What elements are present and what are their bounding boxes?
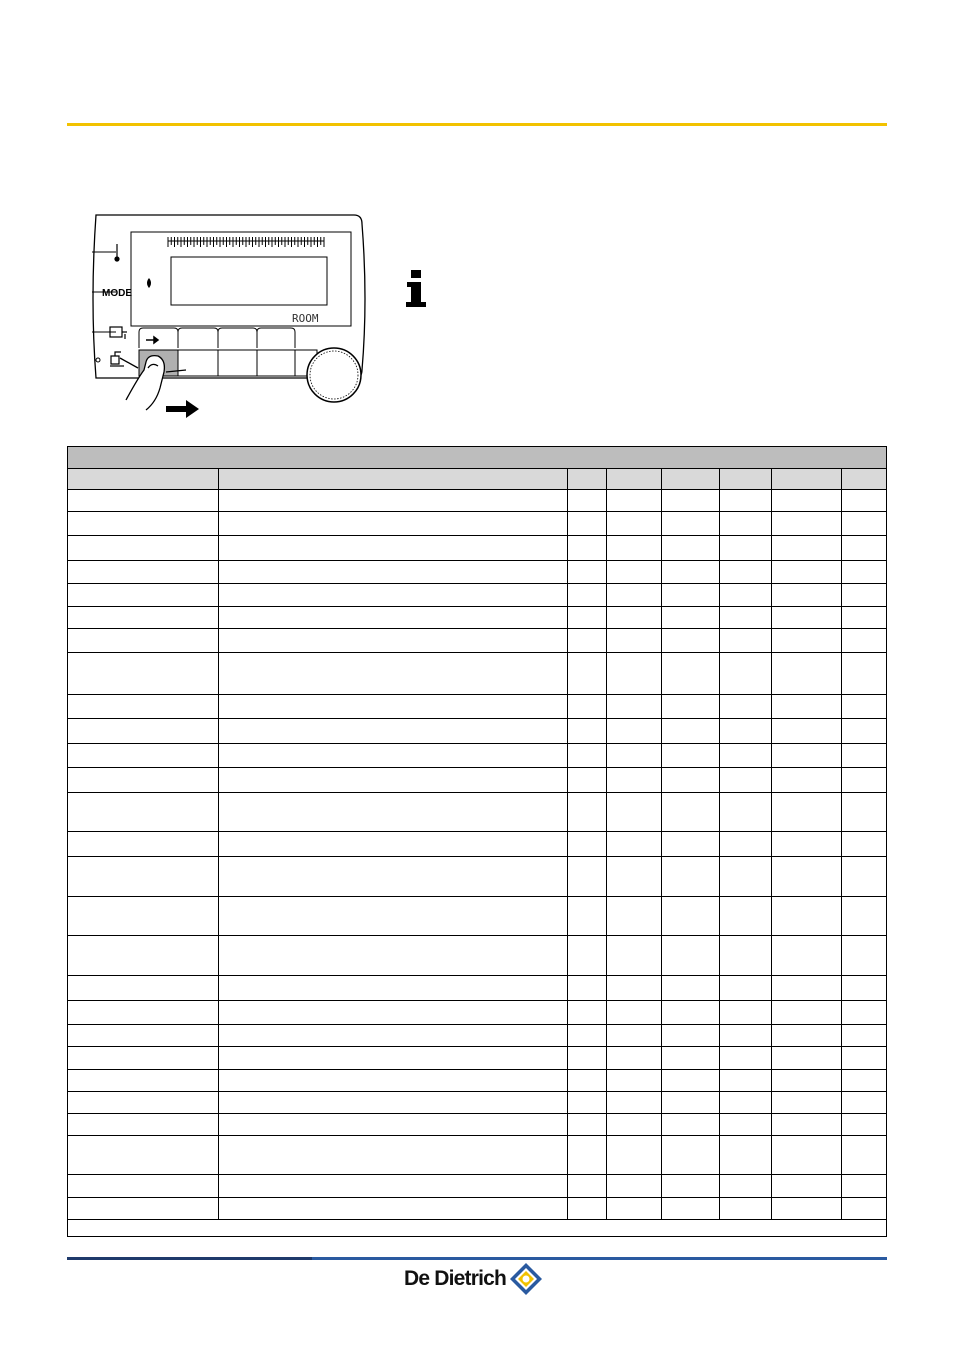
table-cell: [772, 629, 842, 653]
table-cell: [842, 1092, 887, 1114]
table-row: [68, 1114, 887, 1136]
table-cell: [662, 719, 720, 744]
table-cell: [772, 744, 842, 768]
table-cell: [720, 490, 772, 512]
table-cell: [607, 1175, 662, 1198]
table-cell: [772, 584, 842, 607]
table-cell: [219, 744, 568, 768]
table-cell: [607, 857, 662, 897]
table-cell: [568, 561, 607, 584]
table-cell: [68, 976, 219, 1001]
table-cell: [772, 653, 842, 695]
table-row: [68, 976, 887, 1001]
table-cell: [772, 561, 842, 584]
table-cell: [568, 1175, 607, 1198]
table-cell: [772, 1092, 842, 1114]
table-cell: [842, 653, 887, 695]
table-cell: [68, 653, 219, 695]
table-cell: [720, 1025, 772, 1047]
table-cell: [68, 512, 219, 536]
table-cell: [568, 897, 607, 936]
header-cell: [68, 469, 219, 490]
table-cell: [568, 793, 607, 832]
footer-rule-dark: [67, 1257, 312, 1260]
table-cell: [219, 1070, 568, 1092]
table-cell: [720, 744, 772, 768]
table-cell: [607, 1047, 662, 1070]
table-cell: [68, 1136, 219, 1175]
table-cell: [607, 1070, 662, 1092]
table-row: [68, 1198, 887, 1220]
table-cell: [568, 629, 607, 653]
table-cell: [68, 536, 219, 561]
table-row: [68, 719, 887, 744]
table-cell: [772, 897, 842, 936]
table-cell: [720, 719, 772, 744]
table-cell: [219, 1001, 568, 1025]
table-cell: [219, 1047, 568, 1070]
table-cell: [607, 1198, 662, 1220]
table-cell: [662, 1136, 720, 1175]
table-row: [68, 793, 887, 832]
table-cell: [772, 793, 842, 832]
table-row: [68, 1001, 887, 1025]
table-cell: [662, 561, 720, 584]
table-cell: [842, 719, 887, 744]
table-note-row: [68, 1220, 887, 1237]
table-cell: [842, 1070, 887, 1092]
table-cell: [772, 490, 842, 512]
table-cell: [772, 1047, 842, 1070]
table-cell: [68, 1070, 219, 1092]
table-title-cell: [68, 447, 887, 469]
table-cell: [568, 1001, 607, 1025]
table-cell: [662, 832, 720, 857]
table-cell: [568, 832, 607, 857]
table-cell: [219, 695, 568, 719]
table-row: [68, 536, 887, 561]
table-row: [68, 584, 887, 607]
table-cell: [662, 936, 720, 976]
table-row: [68, 512, 887, 536]
table-cell: [842, 1114, 887, 1136]
table-cell: [842, 976, 887, 1001]
table-cell: [68, 1175, 219, 1198]
table-cell: [720, 768, 772, 793]
table-cell: [842, 629, 887, 653]
table-cell: [607, 607, 662, 629]
table-cell: [662, 653, 720, 695]
table-cell: [772, 976, 842, 1001]
table-cell: [772, 512, 842, 536]
table-cell: [772, 536, 842, 561]
table-row: [68, 653, 887, 695]
table-cell: [68, 561, 219, 584]
table-cell: [662, 512, 720, 536]
table-row: [68, 857, 887, 897]
table-cell: [720, 1070, 772, 1092]
control-panel-illustration: [86, 210, 366, 420]
table-cell: [842, 695, 887, 719]
table-cell: [720, 793, 772, 832]
direction-arrow-icon: [166, 400, 199, 418]
table-cell: [607, 561, 662, 584]
table-cell: [568, 512, 607, 536]
table-cell: [662, 584, 720, 607]
table-cell: [607, 744, 662, 768]
table-cell: [720, 536, 772, 561]
table-cell: [720, 512, 772, 536]
table-cell: [607, 695, 662, 719]
soft-key-3: [218, 350, 257, 376]
table-cell: [568, 744, 607, 768]
table-cell: [662, 857, 720, 897]
table-cell: [842, 490, 887, 512]
table-row: [68, 607, 887, 629]
table-cell: [662, 768, 720, 793]
table-cell: [772, 1136, 842, 1175]
table-cell: [68, 1025, 219, 1047]
table-cell: [662, 1114, 720, 1136]
table-cell: [842, 536, 887, 561]
table-note-cell: [68, 1220, 887, 1237]
table-cell: [68, 584, 219, 607]
table-cell: [607, 1092, 662, 1114]
table-cell: [68, 1114, 219, 1136]
table-cell: [568, 584, 607, 607]
table-cell: [772, 1070, 842, 1092]
table-cell: [219, 1175, 568, 1198]
table-row: [68, 744, 887, 768]
table-cell: [842, 1175, 887, 1198]
footer-rule-blue: [312, 1257, 887, 1260]
mode-label: MODE: [102, 288, 132, 299]
header-cell: [219, 469, 568, 490]
table-cell: [720, 976, 772, 1001]
table-cell: [662, 1175, 720, 1198]
table-cell: [68, 936, 219, 976]
table-cell: [662, 744, 720, 768]
table-cell: [219, 1025, 568, 1047]
table-cell: [568, 695, 607, 719]
table-cell: [720, 584, 772, 607]
table-cell: [662, 1198, 720, 1220]
table-row: [68, 1070, 887, 1092]
table-cell: [842, 857, 887, 897]
table-cell: [568, 936, 607, 976]
control-panel-drawing: [86, 210, 366, 420]
table-row: [68, 1136, 887, 1175]
table-cell: [68, 719, 219, 744]
room-label: ROOM: [292, 312, 319, 325]
table-cell: [720, 653, 772, 695]
table-cell: [68, 1001, 219, 1025]
table-cell: [68, 695, 219, 719]
header-cell: [772, 469, 842, 490]
table-cell: [568, 719, 607, 744]
table-cell: [842, 1001, 887, 1025]
table-cell: [607, 719, 662, 744]
soft-key-4: [257, 350, 295, 376]
table-header-row: [68, 469, 887, 490]
table-cell: [68, 744, 219, 768]
table-cell: [219, 1114, 568, 1136]
table-cell: [607, 1136, 662, 1175]
table-cell: [720, 1136, 772, 1175]
table-cell: [772, 695, 842, 719]
table-cell: [662, 1025, 720, 1047]
table-cell: [68, 1047, 219, 1070]
table-cell: [607, 629, 662, 653]
table-cell: [607, 897, 662, 936]
table-cell: [662, 490, 720, 512]
table-cell: [219, 936, 568, 976]
table-row: [68, 629, 887, 653]
table-cell: [219, 629, 568, 653]
table-cell: [568, 1114, 607, 1136]
header-cell: [607, 469, 662, 490]
table-cell: [662, 897, 720, 936]
table-cell: [772, 1001, 842, 1025]
table-cell: [772, 1025, 842, 1047]
table-cell: [68, 607, 219, 629]
table-row: [68, 490, 887, 512]
table-cell: [662, 1092, 720, 1114]
table-cell: [772, 768, 842, 793]
brand-logo: [404, 1262, 543, 1296]
table-row: [68, 936, 887, 976]
table-cell: [842, 512, 887, 536]
information-icon: [404, 270, 428, 308]
table-cell: [219, 536, 568, 561]
table-cell: [219, 1136, 568, 1175]
table-cell: [219, 976, 568, 1001]
table-cell: [842, 584, 887, 607]
table-cell: [720, 936, 772, 976]
table-cell: [607, 1001, 662, 1025]
table-cell: [68, 490, 219, 512]
table-cell: [662, 1070, 720, 1092]
table-row: [68, 832, 887, 857]
table-cell: [219, 857, 568, 897]
table-cell: [219, 607, 568, 629]
table-cell: [842, 768, 887, 793]
table-cell: [607, 490, 662, 512]
table-cell: [219, 1092, 568, 1114]
table-cell: [68, 832, 219, 857]
table-cell: [68, 1198, 219, 1220]
table-cell: [219, 897, 568, 936]
table-cell: [772, 719, 842, 744]
table-row: [68, 1175, 887, 1198]
header-cell: [662, 469, 720, 490]
table-cell: [842, 607, 887, 629]
table-cell: [772, 832, 842, 857]
header-cell: [720, 469, 772, 490]
table-cell: [772, 857, 842, 897]
table-cell: [720, 832, 772, 857]
table-cell: [772, 1114, 842, 1136]
table-cell: [568, 857, 607, 897]
table-cell: [607, 584, 662, 607]
table-cell: [219, 832, 568, 857]
table-cell: [68, 629, 219, 653]
table-cell: [720, 1114, 772, 1136]
table-cell: [219, 1198, 568, 1220]
table-cell: [772, 607, 842, 629]
table-cell: [607, 653, 662, 695]
table-cell: [568, 607, 607, 629]
table-cell: [842, 832, 887, 857]
table-cell: [607, 936, 662, 976]
table-row: [68, 561, 887, 584]
parameter-table: [67, 446, 887, 1237]
table-cell: [219, 584, 568, 607]
table-row: [68, 1025, 887, 1047]
table-cell: [568, 1025, 607, 1047]
table-cell: [219, 512, 568, 536]
table-cell: [568, 976, 607, 1001]
table-cell: [720, 607, 772, 629]
table-cell: [842, 1025, 887, 1047]
table-cell: [842, 793, 887, 832]
table-row: [68, 1047, 887, 1070]
table-row: [68, 768, 887, 793]
table-cell: [772, 1198, 842, 1220]
top-accent-rule: [67, 123, 887, 126]
table-cell: [568, 536, 607, 561]
table-cell: [68, 768, 219, 793]
logo-text: De Dietrich: [404, 1267, 507, 1290]
table-cell: [219, 719, 568, 744]
logo-diamond-icon: [509, 1262, 543, 1296]
table-row: [68, 695, 887, 719]
table-cell: [720, 1001, 772, 1025]
table-cell: [842, 1047, 887, 1070]
table-cell: [842, 1136, 887, 1175]
table-cell: [662, 976, 720, 1001]
table-cell: [607, 832, 662, 857]
table-cell: [720, 561, 772, 584]
table-cell: [568, 1070, 607, 1092]
table-cell: [720, 1175, 772, 1198]
table-cell: [568, 1136, 607, 1175]
table-cell: [842, 561, 887, 584]
table-cell: [568, 653, 607, 695]
table-cell: [842, 1198, 887, 1220]
table-cell: [607, 512, 662, 536]
table-cell: [720, 1047, 772, 1070]
rotary-knob-icon: [307, 348, 361, 402]
table-row: [68, 897, 887, 936]
table-cell: [568, 490, 607, 512]
table-cell: [662, 695, 720, 719]
table-cell: [842, 936, 887, 976]
table-cell: [568, 768, 607, 793]
table-cell: [68, 793, 219, 832]
table-cell: [568, 1198, 607, 1220]
table-title-row: [68, 447, 887, 469]
table-cell: [219, 490, 568, 512]
table-cell: [662, 629, 720, 653]
table-cell: [720, 1198, 772, 1220]
table-cell: [720, 629, 772, 653]
table-cell: [568, 1092, 607, 1114]
soft-key-2: [178, 350, 218, 376]
table-cell: [219, 768, 568, 793]
table-cell: [568, 1047, 607, 1070]
table-cell: [607, 768, 662, 793]
table-row: [68, 1092, 887, 1114]
table-cell: [662, 1001, 720, 1025]
table-cell: [219, 561, 568, 584]
table-cell: [662, 607, 720, 629]
table-cell: [720, 897, 772, 936]
table-cell: [607, 1114, 662, 1136]
table-cell: [68, 857, 219, 897]
table-cell: [68, 897, 219, 936]
table-cell: [772, 936, 842, 976]
table-cell: [662, 536, 720, 561]
table-cell: [607, 1025, 662, 1047]
table-body: [68, 490, 887, 1220]
header-cell: [568, 469, 607, 490]
table-cell: [607, 976, 662, 1001]
table-cell: [662, 1047, 720, 1070]
table-cell: [219, 793, 568, 832]
table-cell: [720, 1092, 772, 1114]
table-cell: [68, 1092, 219, 1114]
table-cell: [842, 744, 887, 768]
table-cell: [720, 857, 772, 897]
table-cell: [662, 793, 720, 832]
table-cell: [219, 653, 568, 695]
header-cell: [842, 469, 887, 490]
table-cell: [607, 536, 662, 561]
table-cell: [720, 695, 772, 719]
table-cell: [607, 793, 662, 832]
table-cell: [842, 897, 887, 936]
table-cell: [772, 1175, 842, 1198]
